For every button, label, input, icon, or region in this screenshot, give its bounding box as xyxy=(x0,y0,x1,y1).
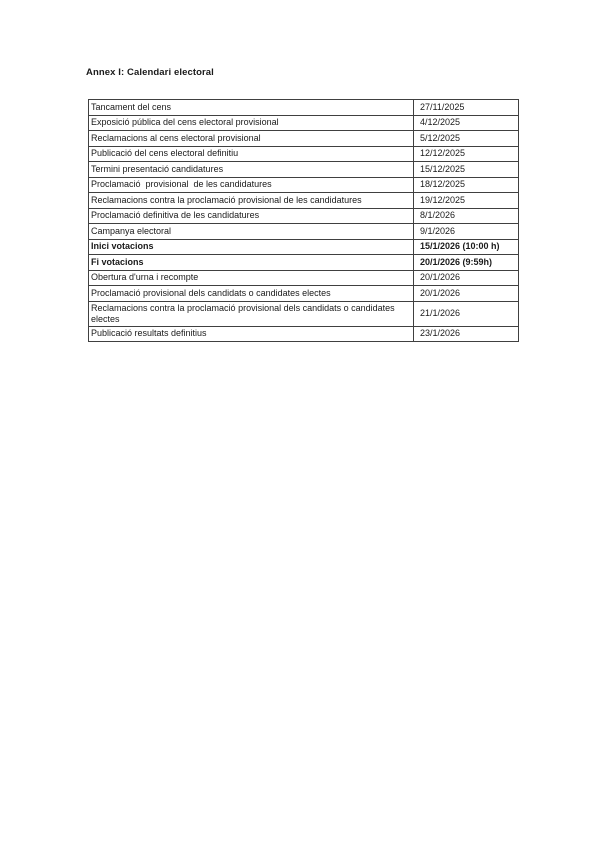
event-cell: Reclamacions contra la proclamació provisional de les candidatures xyxy=(89,193,414,209)
event-cell: Proclamació provisional de les candidatures xyxy=(89,177,414,193)
event-cell: Proclamació provisional dels candidats o candidates electes xyxy=(89,286,414,302)
date-cell: 5/12/2025 xyxy=(414,131,519,147)
table-row xyxy=(89,208,519,224)
date-cell: 20/1/2026 xyxy=(414,270,519,286)
event-cell: Publicació resultats definitius xyxy=(89,326,414,342)
event-cell: Publicació del cens electoral definitiu xyxy=(89,146,414,162)
event-cell: Termini presentació candidatures xyxy=(89,162,414,178)
event-cell: Exposició pública del cens electoral provisional xyxy=(89,115,414,131)
date-cell: 12/12/2025 xyxy=(414,146,519,162)
table-row xyxy=(89,326,519,342)
date-cell: 23/1/2026 xyxy=(414,326,519,342)
date-cell: 18/12/2025 xyxy=(414,177,519,193)
table-row xyxy=(89,177,519,193)
event-cell: Campanya electoral xyxy=(89,224,414,240)
event-cell: Fi votacions xyxy=(89,255,414,271)
electoral-calendar-table xyxy=(88,99,519,342)
event-cell: Tancament del cens xyxy=(89,100,414,116)
date-cell: 8/1/2026 xyxy=(414,208,519,224)
date-cell: 27/11/2025 xyxy=(414,100,519,116)
event-cell: Proclamació definitiva de les candidatures xyxy=(89,208,414,224)
table-row xyxy=(89,162,519,178)
table-row xyxy=(89,100,519,116)
table-row xyxy=(89,146,519,162)
date-cell: 15/1/2026 (10:00 h) xyxy=(414,239,519,255)
date-cell: 20/1/2026 (9:59h) xyxy=(414,255,519,271)
page-title: Annex I: Calendari electoral xyxy=(86,67,214,78)
table-row xyxy=(89,193,519,209)
table-row xyxy=(89,224,519,240)
table-row xyxy=(89,239,519,255)
event-cell: Obertura d'urna i recompte xyxy=(89,270,414,286)
table-row xyxy=(89,270,519,286)
event-cell: Reclamacions contra la proclamació provisional dels candidats o candidates electes xyxy=(89,301,414,326)
date-cell: 4/12/2025 xyxy=(414,115,519,131)
date-cell: 21/1/2026 xyxy=(414,301,519,326)
event-cell: Reclamacions al cens electoral provisional xyxy=(89,131,414,147)
table-row xyxy=(89,255,519,271)
table-row xyxy=(89,286,519,302)
date-cell: 15/12/2025 xyxy=(414,162,519,178)
date-cell: 19/12/2025 xyxy=(414,193,519,209)
table-row xyxy=(89,115,519,131)
table-row xyxy=(89,131,519,147)
event-cell: Inici votacions xyxy=(89,239,414,255)
table-row xyxy=(89,301,519,326)
date-cell: 20/1/2026 xyxy=(414,286,519,302)
date-cell: 9/1/2026 xyxy=(414,224,519,240)
